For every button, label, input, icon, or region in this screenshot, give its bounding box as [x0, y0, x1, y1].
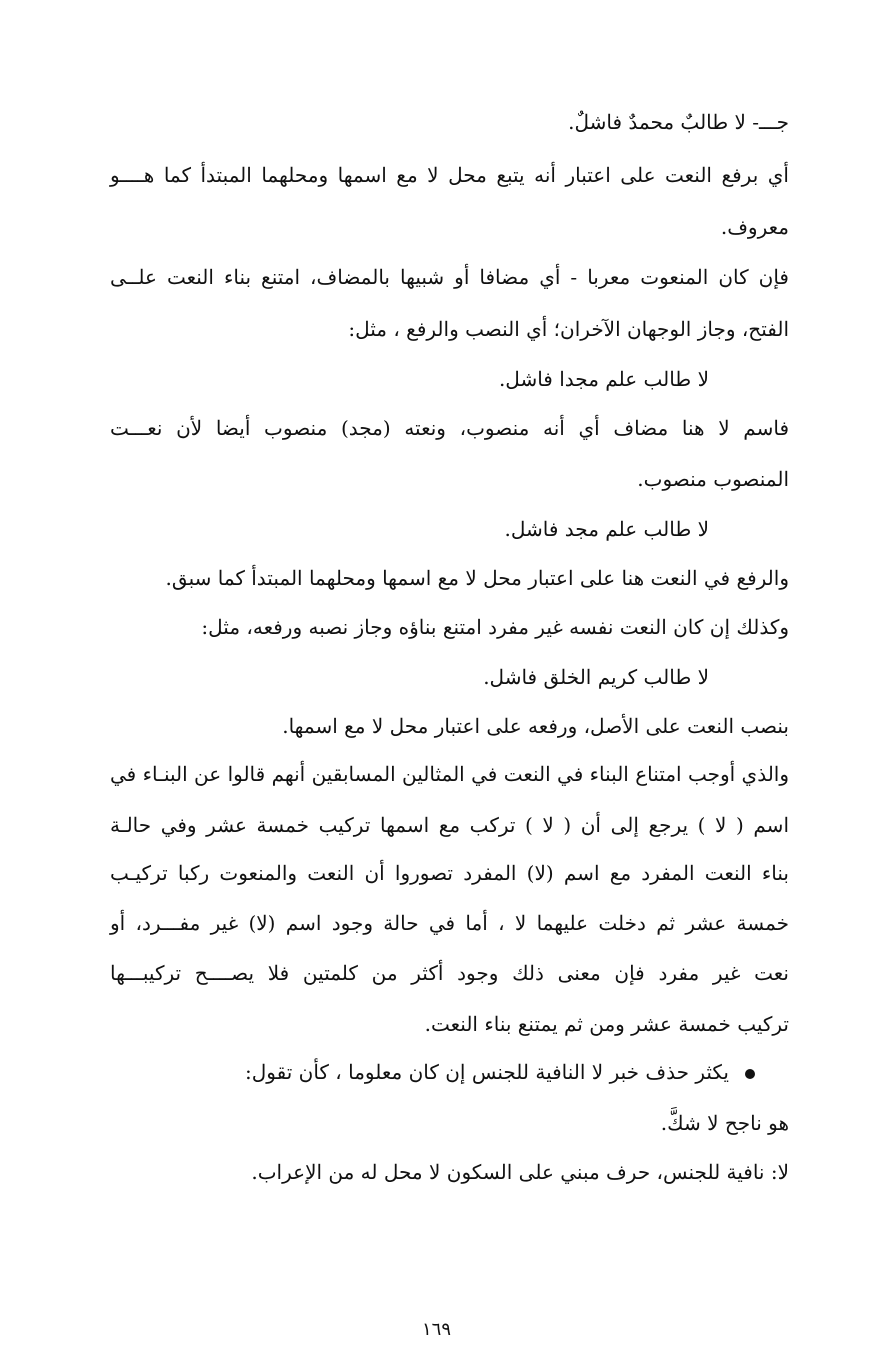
text-line: فإن كان المنعوت معربا - أي مضافا أو شبيها بالمضاف، امتنع بناء النعت علــى: [110, 265, 789, 289]
text-line: نعت غير مفرد فإن معنى ذلك وجود أكثر من كلمتين فلا يصــــح تركيبـــها: [110, 961, 789, 985]
example-line: لا طالب علم مجد فاشل.: [504, 517, 709, 541]
text-line: تركيب خمسة عشر ومن ثم يمتنع بناء النعت.: [424, 1012, 789, 1036]
example-line: لا طالب علم مجدا فاشل.: [498, 367, 709, 391]
text-line: جـــ- لا طالبٌ محمدٌ فاشلٌ.: [568, 110, 789, 134]
example-line: لا طالب كريم الخلق فاشل.: [483, 665, 709, 689]
text-line: لا: نافية للجنس، حرف مبني على السكون لا محل له من الإعراب.: [251, 1160, 789, 1184]
text-line: أي برفع النعت على اعتبار أنه يتبع محل لا مع اسمها ومحلهما المبتدأ كما هــــو: [110, 163, 789, 187]
text-line: خمسة عشر ثم دخلت عليهما لا ، أما في حالة وجود اسم (لا) غير مفـــرد، أو: [110, 911, 789, 935]
text-line: بنصب النعت على الأصل، ورفعه على اعتبار محل لا مع اسمها.: [282, 714, 789, 738]
text-line: فاسم لا هنا مضاف أي أنه منصوب، ونعته (مجد) منصوب أيضا لأن نعـــت: [110, 416, 789, 440]
text-line: بناء النعت المفرد مع اسم (لا) المفرد تصوروا أن النعت والمنعوت ركبا تركيـب: [110, 861, 789, 885]
text-line: المنصوب منصوب.: [637, 467, 789, 491]
text-line: الفتح، وجاز الوجهان الآخران؛ أي النصب والرفع ، مثل:: [348, 317, 789, 341]
text-line: والذي أوجب امتناع البناء في النعت في المثالين المسابقين أنهم قالوا عن البنـاء في: [110, 762, 789, 786]
bullet-text: يكثر حذف خبر لا النافية للجنس إن كان معلوما ، كأن تقول:: [244, 1060, 729, 1084]
text-line: هو ناجح لا شكَّ.: [660, 1111, 789, 1135]
text-line: وكذلك إن كان النعت نفسه غير مفرد امتنع بناؤه وجاز نصبه ورفعه، مثل:: [201, 615, 789, 639]
text-line: والرفع في النعت هنا على اعتبار محل لا مع اسمها ومحلهما المبتدأ كما سبق.: [165, 566, 789, 590]
bullet-item: [110, 1057, 755, 1087]
text-line: معروف.: [720, 215, 789, 239]
text-line: اسم ( لا ) يرجع إلى أن ( لا ) تركب مع اسمها تركيب خمسة عشر وفي حالـة: [110, 813, 789, 837]
bullet-icon: [745, 1069, 755, 1079]
page-number: ١٦٩: [421, 1319, 451, 1340]
